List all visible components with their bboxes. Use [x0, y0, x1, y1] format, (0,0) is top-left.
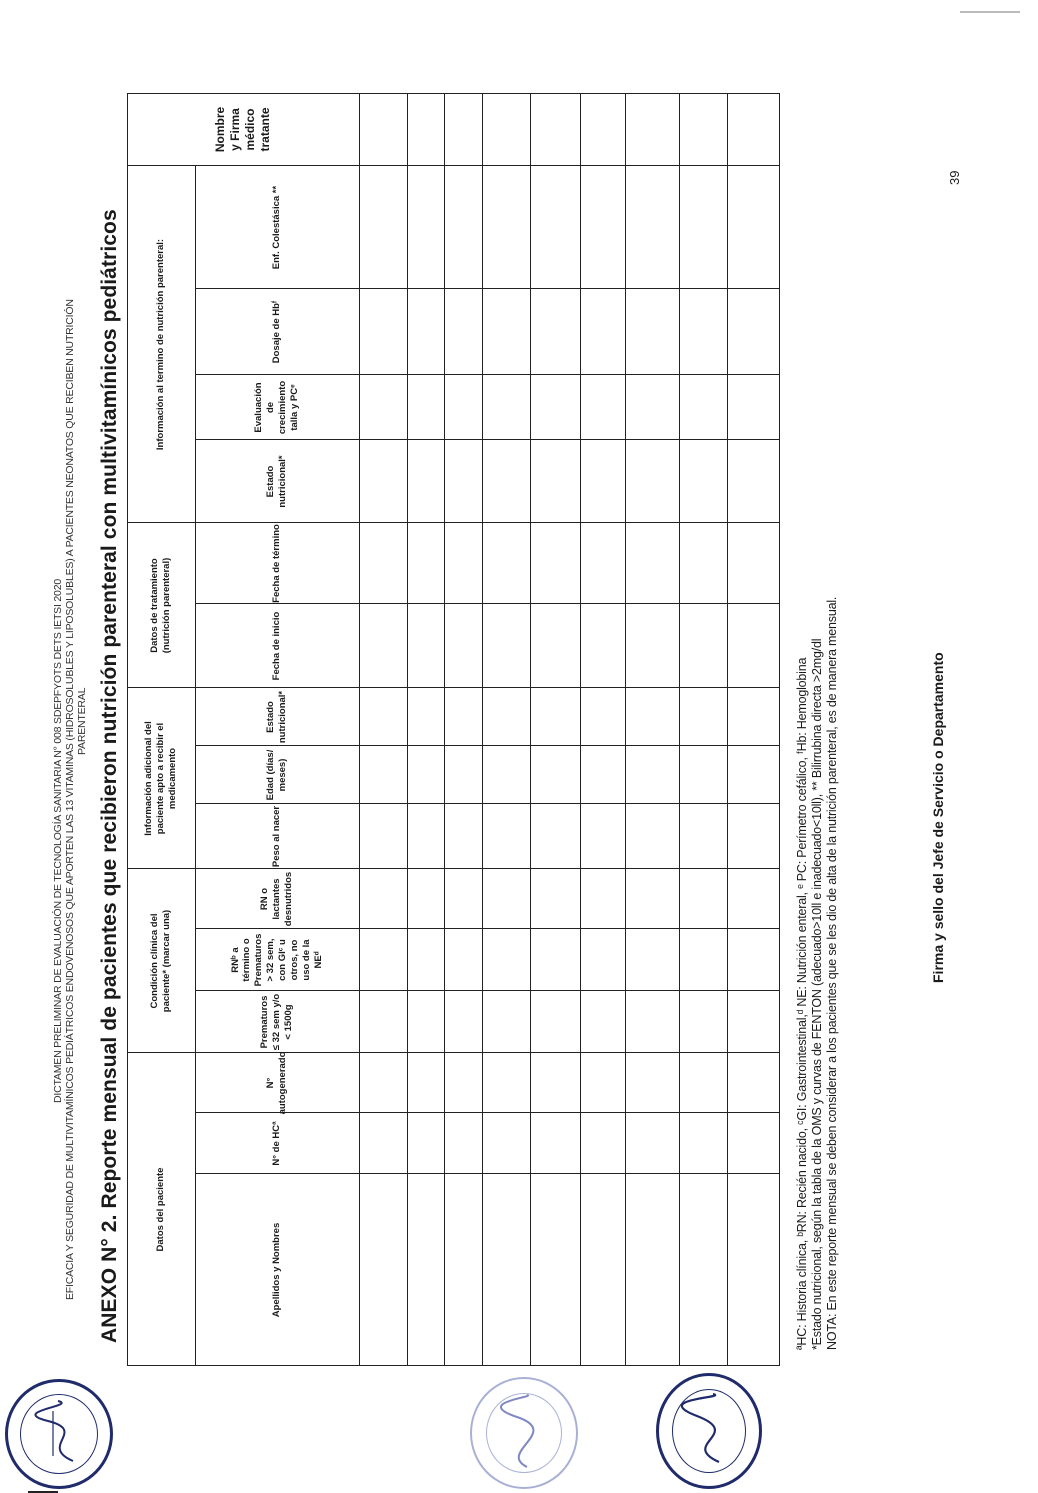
page-title: ANEXO N° 2. Reporte mensual de pacientes que recibieron nutrición parenteral con multivitamínicos pediátricos [98, 209, 121, 1343]
stamp-seal-zavala [5, 1379, 113, 1489]
col-peso-nacer: Peso al nacer [271, 805, 283, 868]
header-line-1: DICTAMEN PRELIMINAR DE EVALUACIÓN DE TECNOLOGÍA SANITARIA N° 008 SDEPFYOTS DETS IETSI 2020 [52, 579, 64, 1103]
col-evaluacion-crecimiento: Evaluación de crecimiento talla y PCᵉ [253, 380, 300, 435]
report-table [127, 93, 780, 1366]
row-divider [482, 93, 483, 1366]
group-info-adicional: Información adicional del paciente apto a recibir el medicamento [143, 721, 178, 836]
stamp-seal-peralta [470, 1377, 578, 1489]
col-estado-nutricional: Estado nutricional* [265, 690, 288, 744]
footnote-nota: NOTA: En este reporte mensual se deben considerar a los pacientes que se les dio de alta de la nutrición parenteral, es de manera mensual. [825, 596, 839, 1350]
scan-edge-mark [960, 11, 1020, 13]
signature-scribble-icon [18, 1390, 104, 1476]
group-info-termino: Información al termino de nutrición parenteral: [155, 238, 167, 451]
row-divider [727, 93, 728, 1366]
col-rn-termino: RNᵇ a término o Prematuros > 32 sem, con GIᶜ u otros, no uso de la NEᵈ [229, 933, 324, 987]
col-apellidos-nombres: Apellidos y Nombres [271, 1222, 283, 1318]
group-condicion-clinica: Condición clínica del paciente* (marcar una) [149, 909, 172, 1013]
col-rn-lactantes: RN o lactantes desnutridos [259, 871, 294, 927]
col-edad: Edad (días/ meses) [265, 749, 288, 801]
col-enf-colestasica: Enf. Colestásica ** [271, 185, 283, 270]
row-divider [407, 93, 408, 1366]
row-divider [444, 93, 445, 1366]
row-divider [530, 93, 531, 1366]
col-fecha-inicio: Fecha de inicio [271, 611, 283, 681]
col-prematuros-32: Prematuros ≤ 32 sem y/o < 1500g [259, 993, 294, 1051]
col-estado-nutricional-final: Estado nutricional* [265, 455, 288, 508]
col-numero-hc: N° de HCª [271, 1121, 283, 1166]
group-datos-tratamiento: Datos de tratamiento (nutrición parenteral) [149, 557, 172, 654]
row-divider [580, 93, 581, 1366]
header-line-2: EFICACIA Y SEGURIDAD DE MULTIVITAMÍNICOS PEDIÁTRICOS ENDOVENOSOS QUE APORTEN LAS 13 VITAMINAS (HIDROSOLUBLES Y LIPOSOLUBLES) A PACIENTES NEONATOS QUE RECIBEN NUTRICIÓN [64, 299, 76, 1300]
footnote-nutritional-status: *Estado nutricional, según la tabla de la OMS y curvas de FENTON (adecuado>10ll e inadecuado<10ll), ** Bilirrubina directa >2mg/dl [810, 638, 824, 1350]
row-divider [679, 93, 680, 1366]
row-divider [625, 93, 626, 1366]
signature-scribble-icon [482, 1387, 568, 1477]
col-autogenerado: N° autogenerado [265, 1051, 288, 1115]
col-dosaje-hb: Dosaje de Hbᶠ [271, 300, 283, 364]
group-datos-paciente: Datos del paciente [155, 1167, 167, 1252]
signature-scribble-icon [669, 1384, 755, 1474]
stamp-seal-castro [656, 1373, 762, 1489]
col-fecha-termino: Fecha de término [271, 524, 283, 603]
signature-line: Firma y sello del Jefe de Servicio o Departamento [930, 652, 946, 983]
column-header-divider [359, 93, 360, 1366]
footnote-abbreviations: ªHC: Historia clínica, ᵇRN: Recién nacido, ᶜGI: Gastrointestinal,ᵈ NE: Nutrición enteral, ᵉ PC: Perímetro cefálico, ᶠHb: Hemoglobina [795, 657, 809, 1350]
page-number: 39 [947, 170, 962, 185]
col-nombre-firma: Nombre y Firma médico tratante [213, 106, 272, 153]
header-line-3: PARENTERAL [76, 687, 88, 755]
